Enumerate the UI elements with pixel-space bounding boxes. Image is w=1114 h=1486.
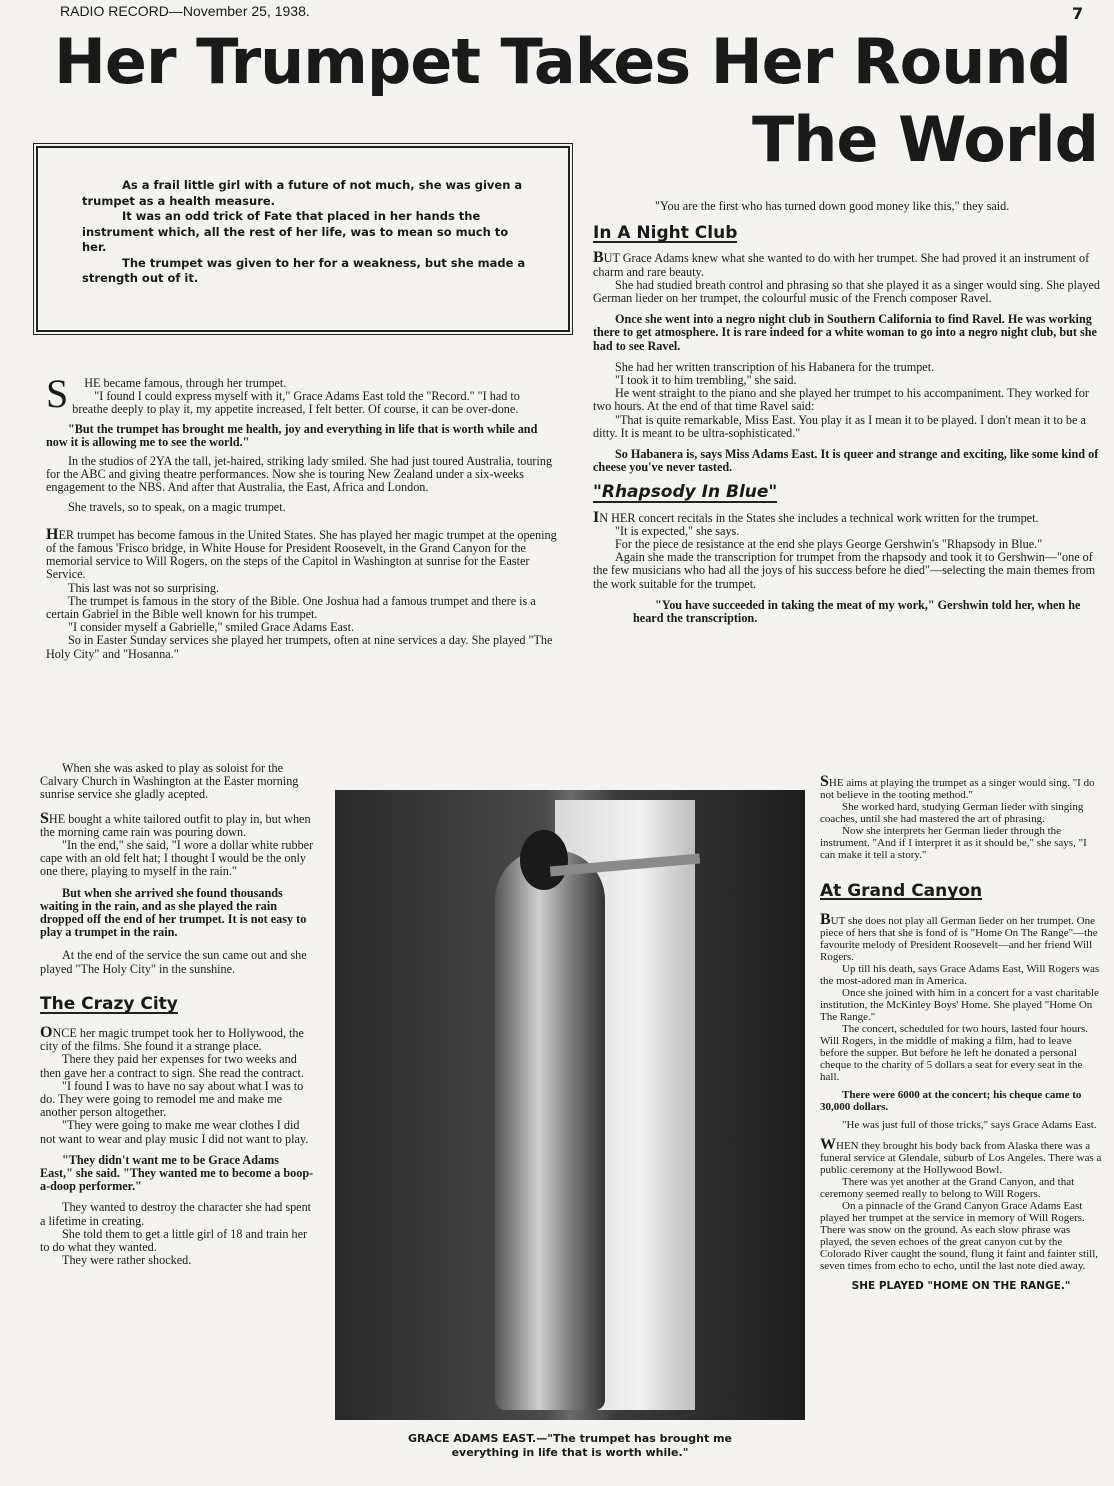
article-para: N HER concert recitals in the States she includes a technical work written for the trumpet.	[599, 510, 1039, 525]
article-para: So in Easter Sunday services she played her trumpets, often at nine services a day. She played "The Holy City" and "Hosanna."	[46, 633, 553, 661]
article-para: UT she does not play all German lieder on her trumpet. One piece of hers that she is fond of is "Home On The Range"—the favourite melody of President Roosevelt—and her friend Will Rogers.	[820, 915, 1098, 963]
headline-line-1: Her Trumpet Takes Her Round	[54, 25, 1071, 98]
article-para: "You are the first who has turned down good money like this," they said.	[655, 199, 1010, 213]
article-para: "I took it to him trembling," she said.	[615, 373, 797, 388]
article-para: She told them to get a little girl of 18 and train her to do what they wanted.	[40, 1226, 308, 1255]
article-para: She had studied breath control and phrasing so that she played it as a singer would sing. She played German lieder on her trumpet, the colourful music of the French composer Ravel.	[593, 277, 1101, 306]
article-para: "He was just full of those tricks," says Grace Adams East.	[842, 1119, 1097, 1131]
article-para: For the piece de resistance at the end she plays George Gershwin's "Rhapsody in Blue."	[615, 537, 1043, 552]
article-para: "They were going to make me wear clothes I did not want to wear and play music I did not want to play.	[40, 1118, 309, 1146]
article-para: There were 6000 at the concert; his cheque came to 30,000 dollars.	[820, 1089, 1082, 1113]
caption-line: GRACE ADAMS EAST.—"The trumpet has brought me	[407, 1432, 733, 1445]
subhead-rhapsody: "Rhapsody In Blue"	[593, 482, 778, 503]
photo-caption	[345, 1432, 795, 1460]
article-para: She had her written transcription of his Habanera for the trumpet.	[615, 359, 935, 374]
subhead-crazy-city: The Crazy City	[40, 993, 178, 1014]
article-para: HE bought a white tailored outfit to play in, but when the morning came rain was pouring down.	[40, 811, 311, 839]
article-para: At the end of the service the sun came out and she played "The Holy City" in the sunshine.	[40, 948, 307, 976]
article-para: She travels, so to speak, on a magic trumpet.	[68, 499, 286, 514]
article-para: "It is expected," she says.	[615, 523, 740, 538]
article-para: Once she joined with him in a concert for a vast charitable institution, the McKinley Boys' Home. She played "Home On The Range."	[820, 987, 1099, 1023]
drop-cap: I	[593, 508, 600, 526]
article-para: There they paid her expenses for two weeks and then gave her a contract to sign. She read the contract.	[40, 1052, 304, 1080]
subhead-grand-canyon: At Grand Canyon	[820, 881, 983, 901]
right-column-upper	[593, 200, 1105, 625]
article-para: HE aims at playing the trumpet as a singer would sing. "I do not believe in the tooting method."	[820, 777, 1095, 801]
left-column-lower	[40, 762, 314, 1268]
article-para: NCE her magic trumpet took her to Hollywood, the city of the films. She found it a strange place.	[40, 1026, 304, 1054]
article-para: There was yet another at the Grand Canyon, and that ceremony seemed really to belong to Will Rogers.	[820, 1176, 1075, 1200]
photo-head	[520, 830, 568, 890]
article-para: But when she arrived she found thousands waiting in the rain, and as she played the rain dropped off the end of her trumpet. It is not easy to play a trumpet in the rain.	[40, 885, 307, 940]
article-para: So Habanera is, says Miss Adams East. It is queer and strange and exciting, like some kind of cheese you've never tasted.	[593, 447, 1099, 475]
article-para: She worked hard, studying German lieder with singing coaches, until she had mastered the art of phrasing.	[820, 801, 1084, 825]
article-para: They were rather shocked.	[62, 1253, 192, 1268]
article-para: "They didn't want me to be Grace Adams East," she said. "They wanted me to become a boop-a-doop performer."	[40, 1152, 314, 1194]
article-para: UT Grace Adams knew what she wanted to do with her trumpet. She had proved it an instrument of charm and rare beauty.	[593, 251, 1090, 279]
article-para: "In the end," she said, "I wore a dollar white rubber cape with an old felt hat; I thought I would be the only one there, playing to myself in the rain."	[40, 838, 314, 879]
article-para: Again she made the transcription for trumpet from the rhapsody and took it to Gershwin—"one of the few musicians who had all the joys of his success before he died"—selecting the main themes from the work suitable for the trumpet.	[593, 550, 1096, 591]
drop-cap: W	[820, 1136, 836, 1153]
portrait-photo	[335, 790, 805, 1420]
article-para: "I found I was to have no say about what I was to do. They were going to remodel me and make me another person altogether.	[40, 1078, 304, 1120]
article-para: "I found I could express myself with it," Grace Adams East told the "Record." "I had to breathe deeply to play it, my appetite increased, I felt better. Of course, it can be over-done.	[72, 389, 520, 417]
article-para: "I consider myself a Gabrielle," smiled Grace Adams East.	[68, 620, 355, 635]
article-para: The concert, scheduled for two hours, lasted four hours. Will Rogers, in the middle of making a film, had to leave before the supper. But before he left he donated a personal cheque to the charity of 5 dollars a seat for every seat in the hall.	[820, 1023, 1088, 1083]
article-para: "That is quite remarkable, Miss East. You play it as I mean it to be played. I don't mean it to be a ditty. It is meant to be ultra-sophisticated."	[593, 412, 1086, 440]
drop-cap: S	[46, 371, 69, 416]
article-para: In the studios of 2YA the tall, jet-haired, striking lady smiled. She had just toured Australia, touring for the ABC and giving theatre performances. Now she is touring New Zealand under a six-weeks engagement to the NBS. And after that Australia, the East, Africa and London.	[46, 454, 553, 495]
article-para: Up till his death, says Grace Adams East, Will Rogers was the most-adored man in America.	[820, 963, 1100, 987]
masthead: RADIO RECORD—November 25, 1938.	[60, 3, 310, 19]
intro-para: As a frail little girl with a future of not much, she was given a trumpet as a health measure.	[82, 178, 523, 208]
article-para: ER trumpet has become famous in the United States. She has played her magic trumpet at the opening of the famous 'Frisco bridge, in White House for President Roosevelt, in the Grand Canyon for the memorial service to Will Rogers, on the steps of the Capitol in Washington at sunrise for the Easter Service.	[46, 527, 557, 582]
intro-box	[36, 146, 570, 332]
drop-cap: B	[820, 911, 831, 928]
drop-cap: S	[820, 773, 829, 790]
drop-cap: O	[40, 1024, 53, 1042]
headline-line-2: The World	[752, 103, 1099, 176]
drop-cap: B	[593, 249, 604, 267]
caption-line: everything in life that is worth while."	[451, 1446, 689, 1459]
article-para: When she was asked to play as soloist for the Calvary Church in Washington at the Easter morning sunrise service she gladly acepted.	[40, 761, 299, 802]
subhead-night-club: In A Night Club	[593, 223, 738, 244]
article-para: HE became famous, through her trumpet.	[84, 376, 287, 390]
article-para: The trumpet is famous in the story of the Bible. One Joshua had a famous trumpet and there is a certain Gabriel in the Bible well known for his trumpet.	[46, 593, 536, 622]
intro-para: The trumpet was given to her for a weakness, but she made a strength out of it.	[82, 255, 526, 285]
article-para: "But the trumpet has brought me health, joy and everything in life that is worth while and now it is allowing me to see the world."	[46, 421, 538, 449]
drop-cap: S	[40, 809, 49, 827]
page-number: 7	[1072, 4, 1084, 23]
photo-figure	[495, 850, 605, 1410]
article-para: On a pinnacle of the Grand Canyon Grace Adams East played her trumpet at the service in memory of Will Rogers. There was snow on the ground. As each slow phrase was played, the seven echoes of the great canyon cut by the Colorado River caught the sound, flung it faint and fainter still, seven times from echo to echo, until the last note died away.	[820, 1200, 1098, 1272]
article-para: Once she went into a negro night club in Southern California to find Ravel. He was working there to get atmosphere. It is rare indeed for a white woman to go into a negro night club, but she had to see Ravel.	[593, 312, 1097, 353]
article-para: HEN they brought his body back from Alaska there was a funeral service at Glendale, suburb of Los Angeles. There was a public ceremony at the Hollywood Bowl.	[820, 1140, 1102, 1176]
article-para: SHE PLAYED "HOME ON THE RANGE."	[851, 1280, 1071, 1292]
article-para: They wanted to destroy the character she had spent a lifetime in creating.	[40, 1200, 312, 1228]
intro-text	[82, 178, 530, 287]
left-column-upper	[46, 371, 558, 661]
article-para: He went straight to the piano and she played her trumpet to his accompaniment. They worked for two hours. At the end of that time Ravel said:	[593, 386, 1089, 414]
article-para: Now she interprets her German lieder through the instrument. "And if I interpret it as it should be," she says, "I can make it tell a story."	[820, 825, 1087, 861]
article-para: "You have succeeded in taking the meat of my work," Gershwin told her, when he heard the transcription.	[633, 597, 1081, 626]
drop-cap: H	[46, 525, 59, 543]
far-right-column	[820, 773, 1102, 1292]
article-para: This last was not so surprising.	[68, 580, 219, 595]
intro-para: It was an odd trick of Fate that placed in her hands the instrument which, all the rest of her life, was to mean so much to her.	[82, 209, 509, 254]
